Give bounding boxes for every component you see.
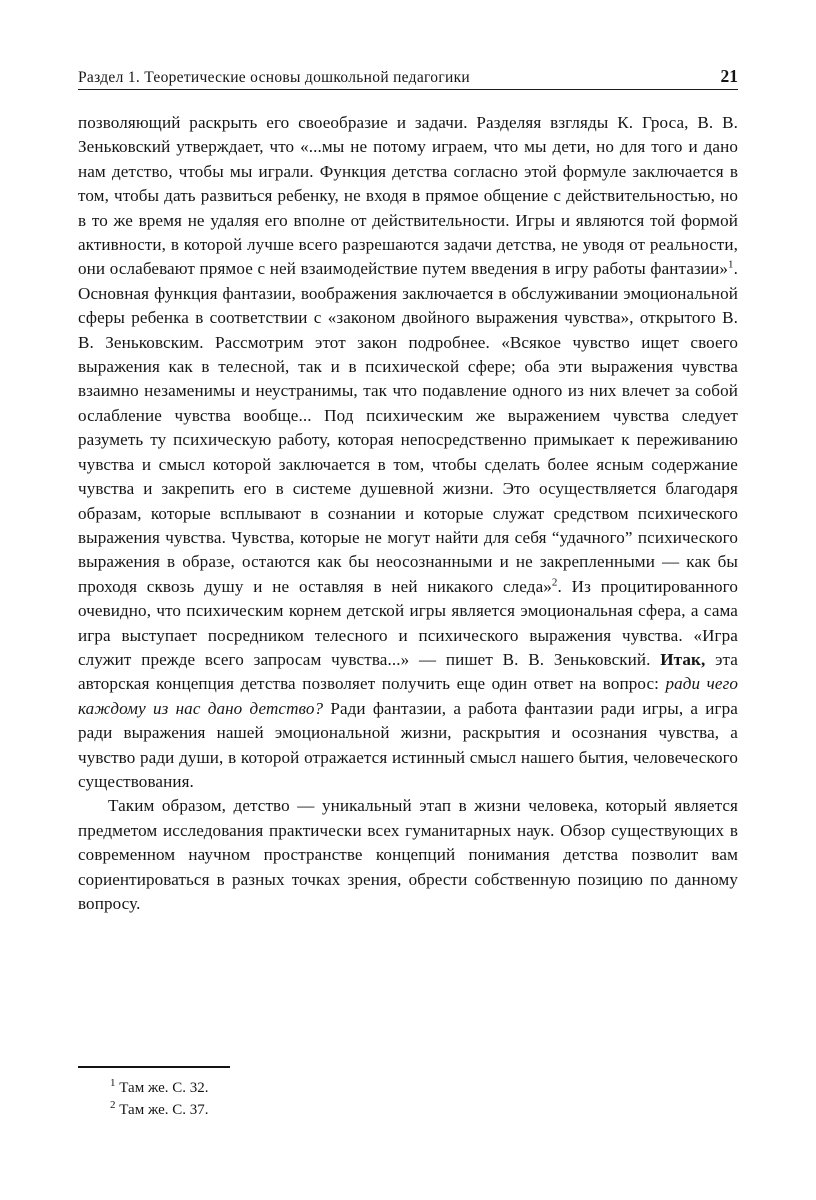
page-header (78, 66, 738, 87)
footnote-2-marker: 2 (110, 1099, 116, 1111)
page-body (78, 111, 738, 916)
footnote-1 (78, 1077, 738, 1099)
footnote-1-marker: 1 (110, 1077, 116, 1089)
footnote-2 (78, 1099, 738, 1121)
header-rule (78, 89, 738, 90)
running-title: Раздел 1. Теоретические основы дошкольной педагогики (78, 69, 471, 86)
footnote-1-text: Там же. С. 32. (119, 1080, 209, 1096)
footnotes-block (78, 1066, 738, 1121)
paragraph-1: позволяющий раскрыть его своеобразие и задачи. Разделяя взгляды К. Гроса, В. В. Зеньковский утверждает, что «...мы не потому играем, что мы дети, но для того и дано нам детство, чтобы мы играли. Функция детства согласно этой формуле заключается в том, чтобы дать развиться ребенку, не входя в прямое общение с действительностью, но в то же время не удаляя его вполне от действительности. Игры и являются той формой активности, в которой лучше всего разрешаются задачи детства, не уводя от реальности, они ослабевают прямое с ней взаимодействие путем введения в игру работы фантазии»$^1$. Основная функция фантазии, воображения заключается в обслуживании эмоциональной сферы ребенка в соответствии с «законом двойного выражения чувства», открытого В. В. Зеньковским. Рассмотрим этот закон подробнее. «Всякое чувство ищет своего выражения как в телесной, так и в психической сфере; оба эти выражения чувства взаимно незаменимы и неустранимы, так что подавление одного из них влечет за собой ослабление чувства вообще... Под психическим же выражением чувства следует разуметь ту психическую работу, которая непосредственно примыкает к переживанию чувства и смысл которой заключается в том, чтобы сделать более ясным содержание чувства и закрепить его в системе душевной жизни. Это осуществляется благодаря образам, которые всплывают в сознании и которые служат средством психического выражения чувства. Чувства, которые не могут найти для себя “удачного” психического выражения в образе, остаются как бы неосознанными и не закрепленными — как бы проходя сквозь душу и не оставляя в ней никакого следа»$^2$. Из процитированного очевидно, что психическим корнем детской игры является эмоциональная сфера, а сама игра выступает посредником телесного и психического выражения чувства. «Игра служит прежде всего запросам чувства...» — пишет В. В. Зеньковский. Итак, эта авторская концепция детства позволяет получить еще один ответ на вопрос: ради чего каждому из нас дано детство? Ради фантазии, а работа фантазии ради игры, а игра ради выражения нашей эмоциональной жизни, раскрытия и осознания чувства, а чувство ради души, в которой отражается истинный смысл нашего бытия, человеческого существования. (78, 113, 739, 791)
page-number: 21 (720, 66, 738, 86)
footnote-rule (78, 1066, 230, 1068)
paragraph-2: Таким образом, детство — уникальный этап в жизни человека, который является предметом исследования практически всех гуманитарных наук. Обзор существующих в современном научном пространстве концепций понимания детства позволит вам сориентироваться в разных точках зрения, обрести собственную позицию по данному вопросу. (78, 796, 738, 913)
footnote-2-text: Там же. С. 37. (119, 1102, 209, 1118)
